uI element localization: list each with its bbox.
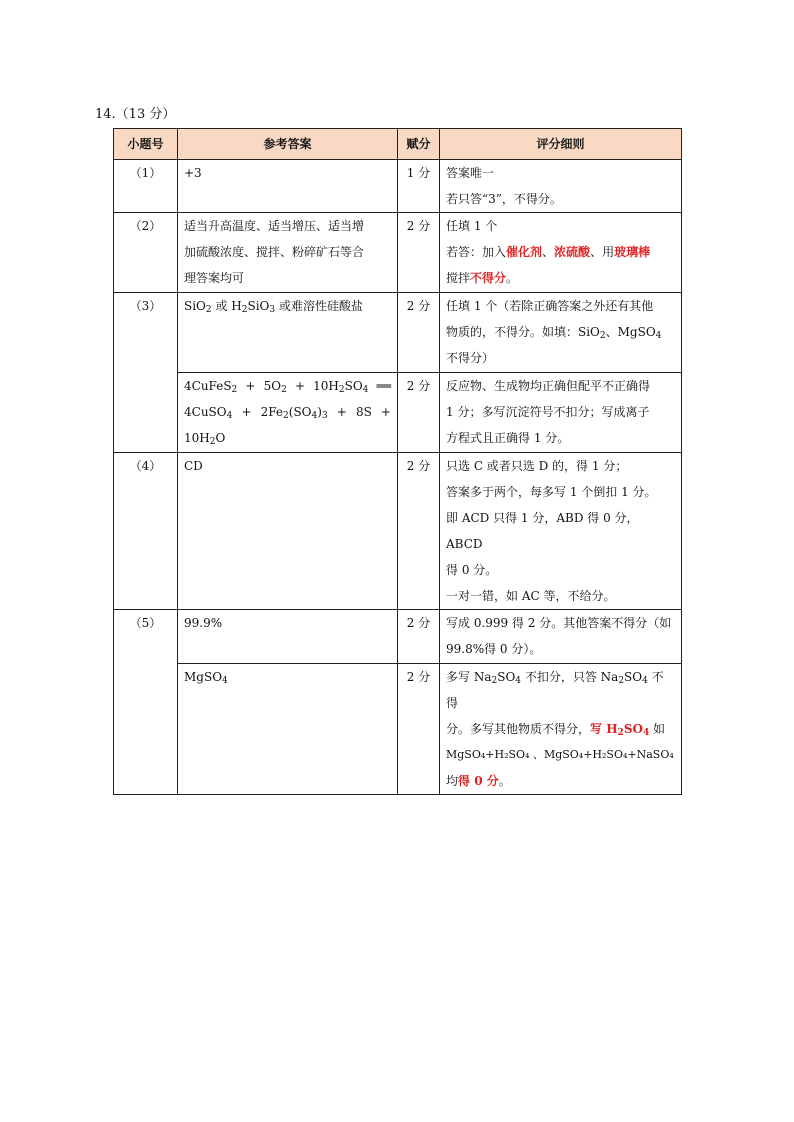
highlight-zero-score: 得 0 分 xyxy=(458,774,499,788)
rules-cell xyxy=(440,293,682,373)
rules-cell xyxy=(440,213,682,293)
score-cell: 2 分 xyxy=(398,610,440,664)
score-cell: 2 分 xyxy=(398,664,440,795)
equation-line xyxy=(184,399,391,425)
rules-line: 任填 1 个（若除正确答案之外还有其他 xyxy=(446,299,654,313)
table-row xyxy=(114,373,682,453)
table-row xyxy=(114,664,682,795)
rules-line: 分。多写其他物质不得分，写 $H_2SO_4$ 如 xyxy=(446,722,666,738)
plus-sign: + xyxy=(241,405,252,419)
highlight-catalyst: 催化剂 xyxy=(506,245,543,259)
subquestion-number: （4） xyxy=(114,453,178,610)
rules-line: 一对一错，如 AC 等，不给分。 xyxy=(446,589,616,603)
answer-text: MgSO xyxy=(184,670,223,684)
grading-table xyxy=(113,128,682,795)
rules-line: 不得分） xyxy=(446,351,495,365)
subquestion-number: （1） xyxy=(114,160,178,213)
table-row xyxy=(114,160,682,213)
question-heading: 14.（13 分） xyxy=(95,107,176,122)
equation-term: 4CuFeS$_2$ xyxy=(184,379,238,395)
rules-cell xyxy=(440,373,682,453)
rules-cell xyxy=(440,160,682,213)
equals-sign: ══ xyxy=(376,379,391,393)
rules-text: 、 xyxy=(542,245,555,259)
header-answer: 参考答案 xyxy=(178,129,398,160)
rules-line: 即 ACD 只得 1 分，ABD 得 0 分，ABCD xyxy=(446,511,639,551)
answer-cell: +3 xyxy=(178,160,398,213)
rules-text: 、用 xyxy=(590,245,615,259)
equation-cell xyxy=(178,373,398,453)
highlight-no-score: 不得分 xyxy=(470,271,507,285)
plus-sign: + xyxy=(245,379,256,393)
answer-text: 或难溶性硅酸盐 xyxy=(275,299,363,313)
rules-line: 1 分；多写沉淀符号不扣分；写成离子 xyxy=(446,405,650,419)
answer-text: 或 H xyxy=(211,299,242,313)
rules-line xyxy=(446,265,675,291)
rules-cell xyxy=(440,664,682,795)
table-row xyxy=(114,293,682,373)
answer-text: SiO xyxy=(247,299,270,313)
subscript: 2 xyxy=(241,305,248,315)
table-row xyxy=(114,610,682,664)
equation-line: $10H_2O$ xyxy=(184,431,226,447)
rules-line: 反应物、生成物均正确但配平不正确得 xyxy=(446,379,651,393)
highlight-glass-rod: 玻璃棒 xyxy=(614,245,651,259)
score-cell: 2 分 xyxy=(398,213,440,293)
rules-text: 搅拌 xyxy=(446,271,471,285)
rules-text: 若答：加入 xyxy=(446,245,507,259)
subscript: 2 xyxy=(205,305,212,315)
subquestion-number: （2） xyxy=(114,213,178,293)
highlight-h2so4: 写 $H_2SO_4$ xyxy=(590,722,650,738)
score-cell: 1 分 xyxy=(398,160,440,213)
answer-text: SiO xyxy=(184,299,206,313)
answer-cell xyxy=(178,293,398,373)
header-score: 赋分 xyxy=(398,129,440,160)
highlight-conc-sulfuric: 浓硫酸 xyxy=(554,245,591,259)
answer-cell xyxy=(178,664,398,795)
rules-line: 写成 0.999 得 2 分。其他答案不得分（如 xyxy=(446,616,672,630)
equation-term: $2Fe_2(SO_4)_3$ xyxy=(260,405,328,421)
subscript: 4 xyxy=(222,676,228,686)
rules-line: 答案唯一 xyxy=(446,166,495,180)
equation-line xyxy=(184,373,391,399)
equation-term: 8S xyxy=(355,405,372,419)
answer-line: 适当升高温度、适当增压、适当增 xyxy=(184,219,365,233)
subscript: 2 xyxy=(599,331,606,341)
rules-text: 、MgSO xyxy=(605,325,656,339)
equation-term: $5O_2$ xyxy=(263,379,287,395)
rules-line: 多写 $Na_2SO_4$ 不扣分，只答 $Na_2SO_4$ 不得 xyxy=(446,670,664,710)
rules-line: 答案多于两个，每多写 1 个倒扣 1 分。 xyxy=(446,485,657,499)
subscript: 4 xyxy=(655,331,662,341)
subquestion-number: （3） xyxy=(114,293,178,453)
score-cell: 2 分 xyxy=(398,453,440,610)
rules-line: 得 0 分。 xyxy=(446,563,498,577)
header-row xyxy=(114,129,682,160)
rules-text: 。 xyxy=(506,271,519,285)
rules-text: 物质的，不得分。如填：SiO xyxy=(446,325,600,339)
answer-line: 加硫酸浓度、搅拌、粉碎矿石等合 xyxy=(184,245,365,259)
subquestion-number: （5） xyxy=(114,610,178,795)
rules-line xyxy=(446,239,675,265)
plus-sign: + xyxy=(380,405,391,419)
answer-cell: CD xyxy=(178,453,398,610)
rules-line: 若只答“3”，不得分。 xyxy=(446,192,562,206)
equation-term: $10H_2SO_4$ xyxy=(313,379,369,395)
answer-line: 理答案均可 xyxy=(184,271,245,285)
table-row xyxy=(114,213,682,293)
rules-line: 均得 0 分。 xyxy=(446,774,511,788)
plus-sign: + xyxy=(294,379,305,393)
rules-line xyxy=(446,319,675,345)
answer-cell: 99.9% xyxy=(178,610,398,664)
plus-sign: + xyxy=(336,405,347,419)
rules-line: 只选 C 或者只选 D 的，得 1 分； xyxy=(446,459,628,473)
score-cell: 2 分 xyxy=(398,373,440,453)
rules-line: 方程式且正确得 1 分。 xyxy=(446,431,570,445)
equation-term: 4CuSO$_4$ xyxy=(184,405,233,421)
answer-cell xyxy=(178,213,398,293)
score-cell: 2 分 xyxy=(398,293,440,373)
subscript: 3 xyxy=(269,305,276,315)
table-row xyxy=(114,453,682,610)
rules-line: MgSO₄+H₂SO₄ 、MgSO₄+H₂SO₄+NaSO₄ xyxy=(446,748,674,761)
rules-cell xyxy=(440,453,682,610)
rules-line: 任填 1 个 xyxy=(446,219,498,233)
header-rules: 评分细则 xyxy=(440,129,682,160)
rules-cell xyxy=(440,610,682,664)
header-subquestion: 小题号 xyxy=(114,129,178,160)
rules-line: 99.8%得 0 分）。 xyxy=(446,642,542,656)
